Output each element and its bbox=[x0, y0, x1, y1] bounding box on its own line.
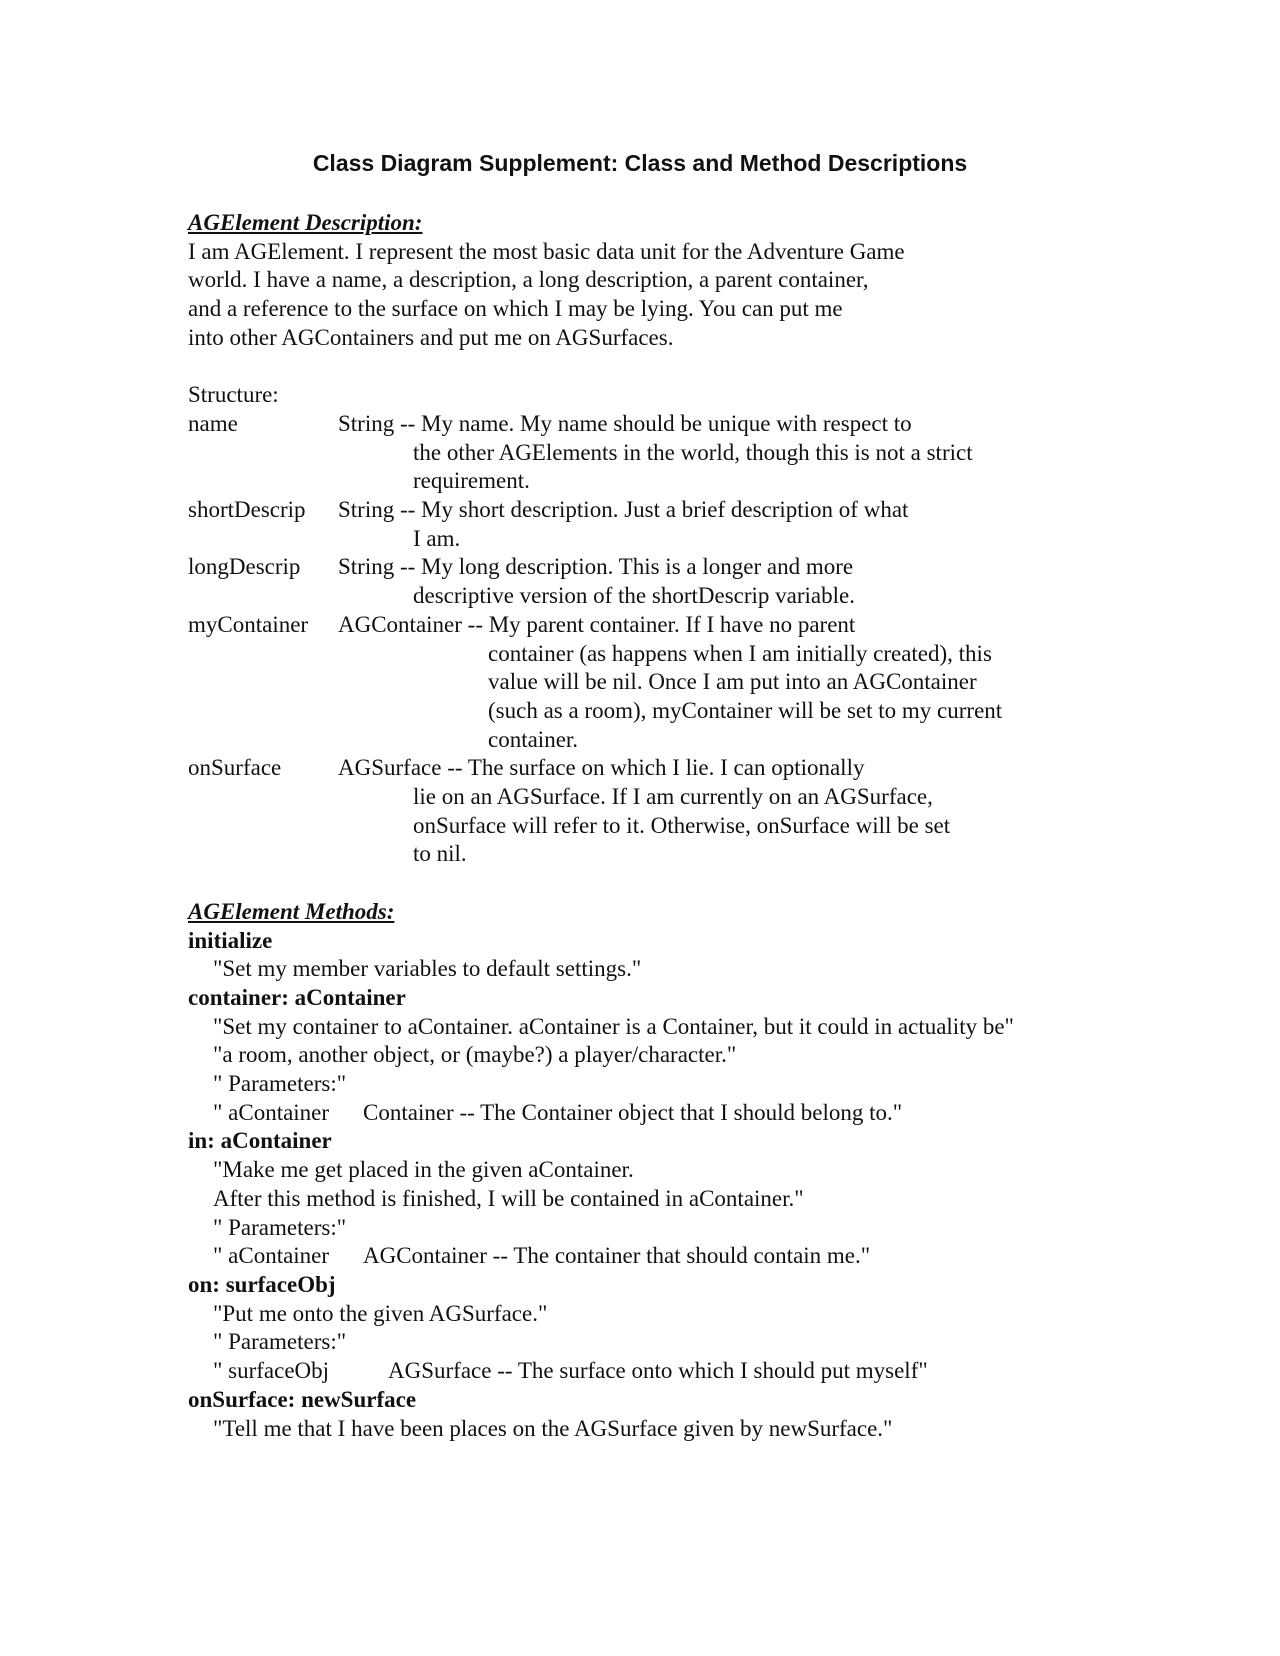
method-name-on: on: surfaceObj bbox=[188, 1271, 336, 1297]
field-description-line: String -- My short description. Just a brief description of what bbox=[338, 497, 909, 523]
field-description bbox=[338, 754, 1188, 869]
field-description-line: (such as a room), myContainer will be set to my current bbox=[488, 697, 1003, 723]
field-description-line: container (as happens when I am initially created), this bbox=[488, 640, 992, 666]
method-name-in: in: aContainer bbox=[188, 1128, 332, 1154]
field-row-onsurface bbox=[188, 754, 1188, 869]
field-row-shortdescrip bbox=[188, 496, 1188, 553]
description-line: world. I have a name, a description, a long description, a parent container, bbox=[188, 267, 869, 293]
method-comment-line: " Parameters:" bbox=[213, 1329, 347, 1355]
field-description-line: lie on an AGSurface. If I am currently on an AGSurface, bbox=[413, 784, 933, 810]
document-body bbox=[188, 209, 1188, 1443]
spacer bbox=[188, 869, 1188, 898]
param-description: AGSurface -- The surface onto which I should put myself" bbox=[388, 1358, 928, 1384]
method-comment-line: "Put me onto the given AGSurface." bbox=[213, 1300, 548, 1326]
description-line: I am AGElement. I represent the most basic data unit for the Adventure Game bbox=[188, 238, 905, 264]
page-title: Class Diagram Supplement: Class and Method Descriptions bbox=[312, 150, 968, 176]
field-name: onSurface bbox=[188, 755, 282, 781]
field-description-line: requirement. bbox=[413, 468, 530, 494]
field-description-line: I am. bbox=[413, 525, 461, 551]
field-description-line: descriptive version of the shortDescrip variable. bbox=[413, 583, 855, 609]
methods-heading: AGElement Methods: bbox=[188, 898, 395, 924]
method-comment-line: After this method is finished, I will be contained in aContainer." bbox=[213, 1185, 804, 1211]
field-description-line: String -- My name. My name should be unique with respect to bbox=[338, 410, 912, 436]
field-description-line: container. bbox=[488, 726, 579, 752]
spacer bbox=[188, 353, 1188, 382]
field-description bbox=[338, 553, 1188, 610]
method-comment-line: "Set my member variables to default settings." bbox=[213, 956, 642, 982]
field-description-line: to nil. bbox=[413, 841, 467, 867]
field-name: myContainer bbox=[188, 611, 309, 637]
field-row-longdescrip bbox=[188, 553, 1188, 610]
param-name: " surfaceObj bbox=[213, 1358, 330, 1384]
field-description-line: String -- My long description. This is a longer and more bbox=[338, 554, 854, 580]
description-line: into other AGContainers and put me on AGSurfaces. bbox=[188, 324, 674, 350]
field-name: name bbox=[188, 410, 238, 436]
structure-label: Structure: bbox=[188, 382, 279, 408]
param-name: " aContainer bbox=[213, 1099, 330, 1125]
method-comment-line: "a room, another object, or (maybe?) a player/character." bbox=[213, 1042, 737, 1068]
method-comment-line: "Set my container to aContainer. aContainer is a Container, but it could in actuality be" bbox=[213, 1013, 1014, 1039]
method-comment-line: "Tell me that I have been places on the AGSurface given by newSurface." bbox=[213, 1415, 893, 1441]
method-name-container: container: aContainer bbox=[188, 984, 406, 1010]
field-row-name bbox=[188, 410, 1188, 496]
method-comment-line: " Parameters:" bbox=[213, 1071, 347, 1097]
field-name: shortDescrip bbox=[188, 497, 306, 523]
description-heading: AGElement Description: bbox=[188, 210, 423, 235]
field-description-line: AGSurface -- The surface on which I lie. I can optionally bbox=[338, 755, 865, 781]
method-name-initialize: initialize bbox=[188, 927, 273, 953]
field-description-line: onSurface will refer to it. Otherwise, onSurface will be set bbox=[413, 812, 951, 838]
method-param-line bbox=[188, 1099, 1188, 1128]
method-param-line bbox=[188, 1242, 1188, 1271]
field-description bbox=[338, 410, 1188, 496]
description-line: and a reference to the surface on which I may be lying. You can put me bbox=[188, 296, 843, 322]
param-description: AGContainer -- The container that should contain me." bbox=[363, 1243, 871, 1269]
field-description bbox=[338, 611, 1188, 755]
field-description-line: value will be nil. Once I am put into an AGContainer bbox=[488, 669, 977, 695]
method-comment-line: "Make me get placed in the given aContainer. bbox=[213, 1157, 634, 1183]
method-comment-line: " Parameters:" bbox=[213, 1214, 347, 1240]
method-name-onsurface: onSurface: newSurface bbox=[188, 1386, 417, 1412]
field-name: longDescrip bbox=[188, 554, 301, 580]
field-description-line: the other AGElements in the world, though this is not a strict bbox=[413, 439, 973, 465]
param-description: Container -- The Container object that I should belong to." bbox=[363, 1099, 903, 1125]
field-description-line: AGContainer -- My parent container. If I have no parent bbox=[338, 611, 856, 637]
param-name: " aContainer bbox=[213, 1243, 330, 1269]
method-param-line bbox=[188, 1357, 1188, 1386]
field-description bbox=[338, 496, 1188, 553]
field-row-mycontainer bbox=[188, 611, 1188, 755]
